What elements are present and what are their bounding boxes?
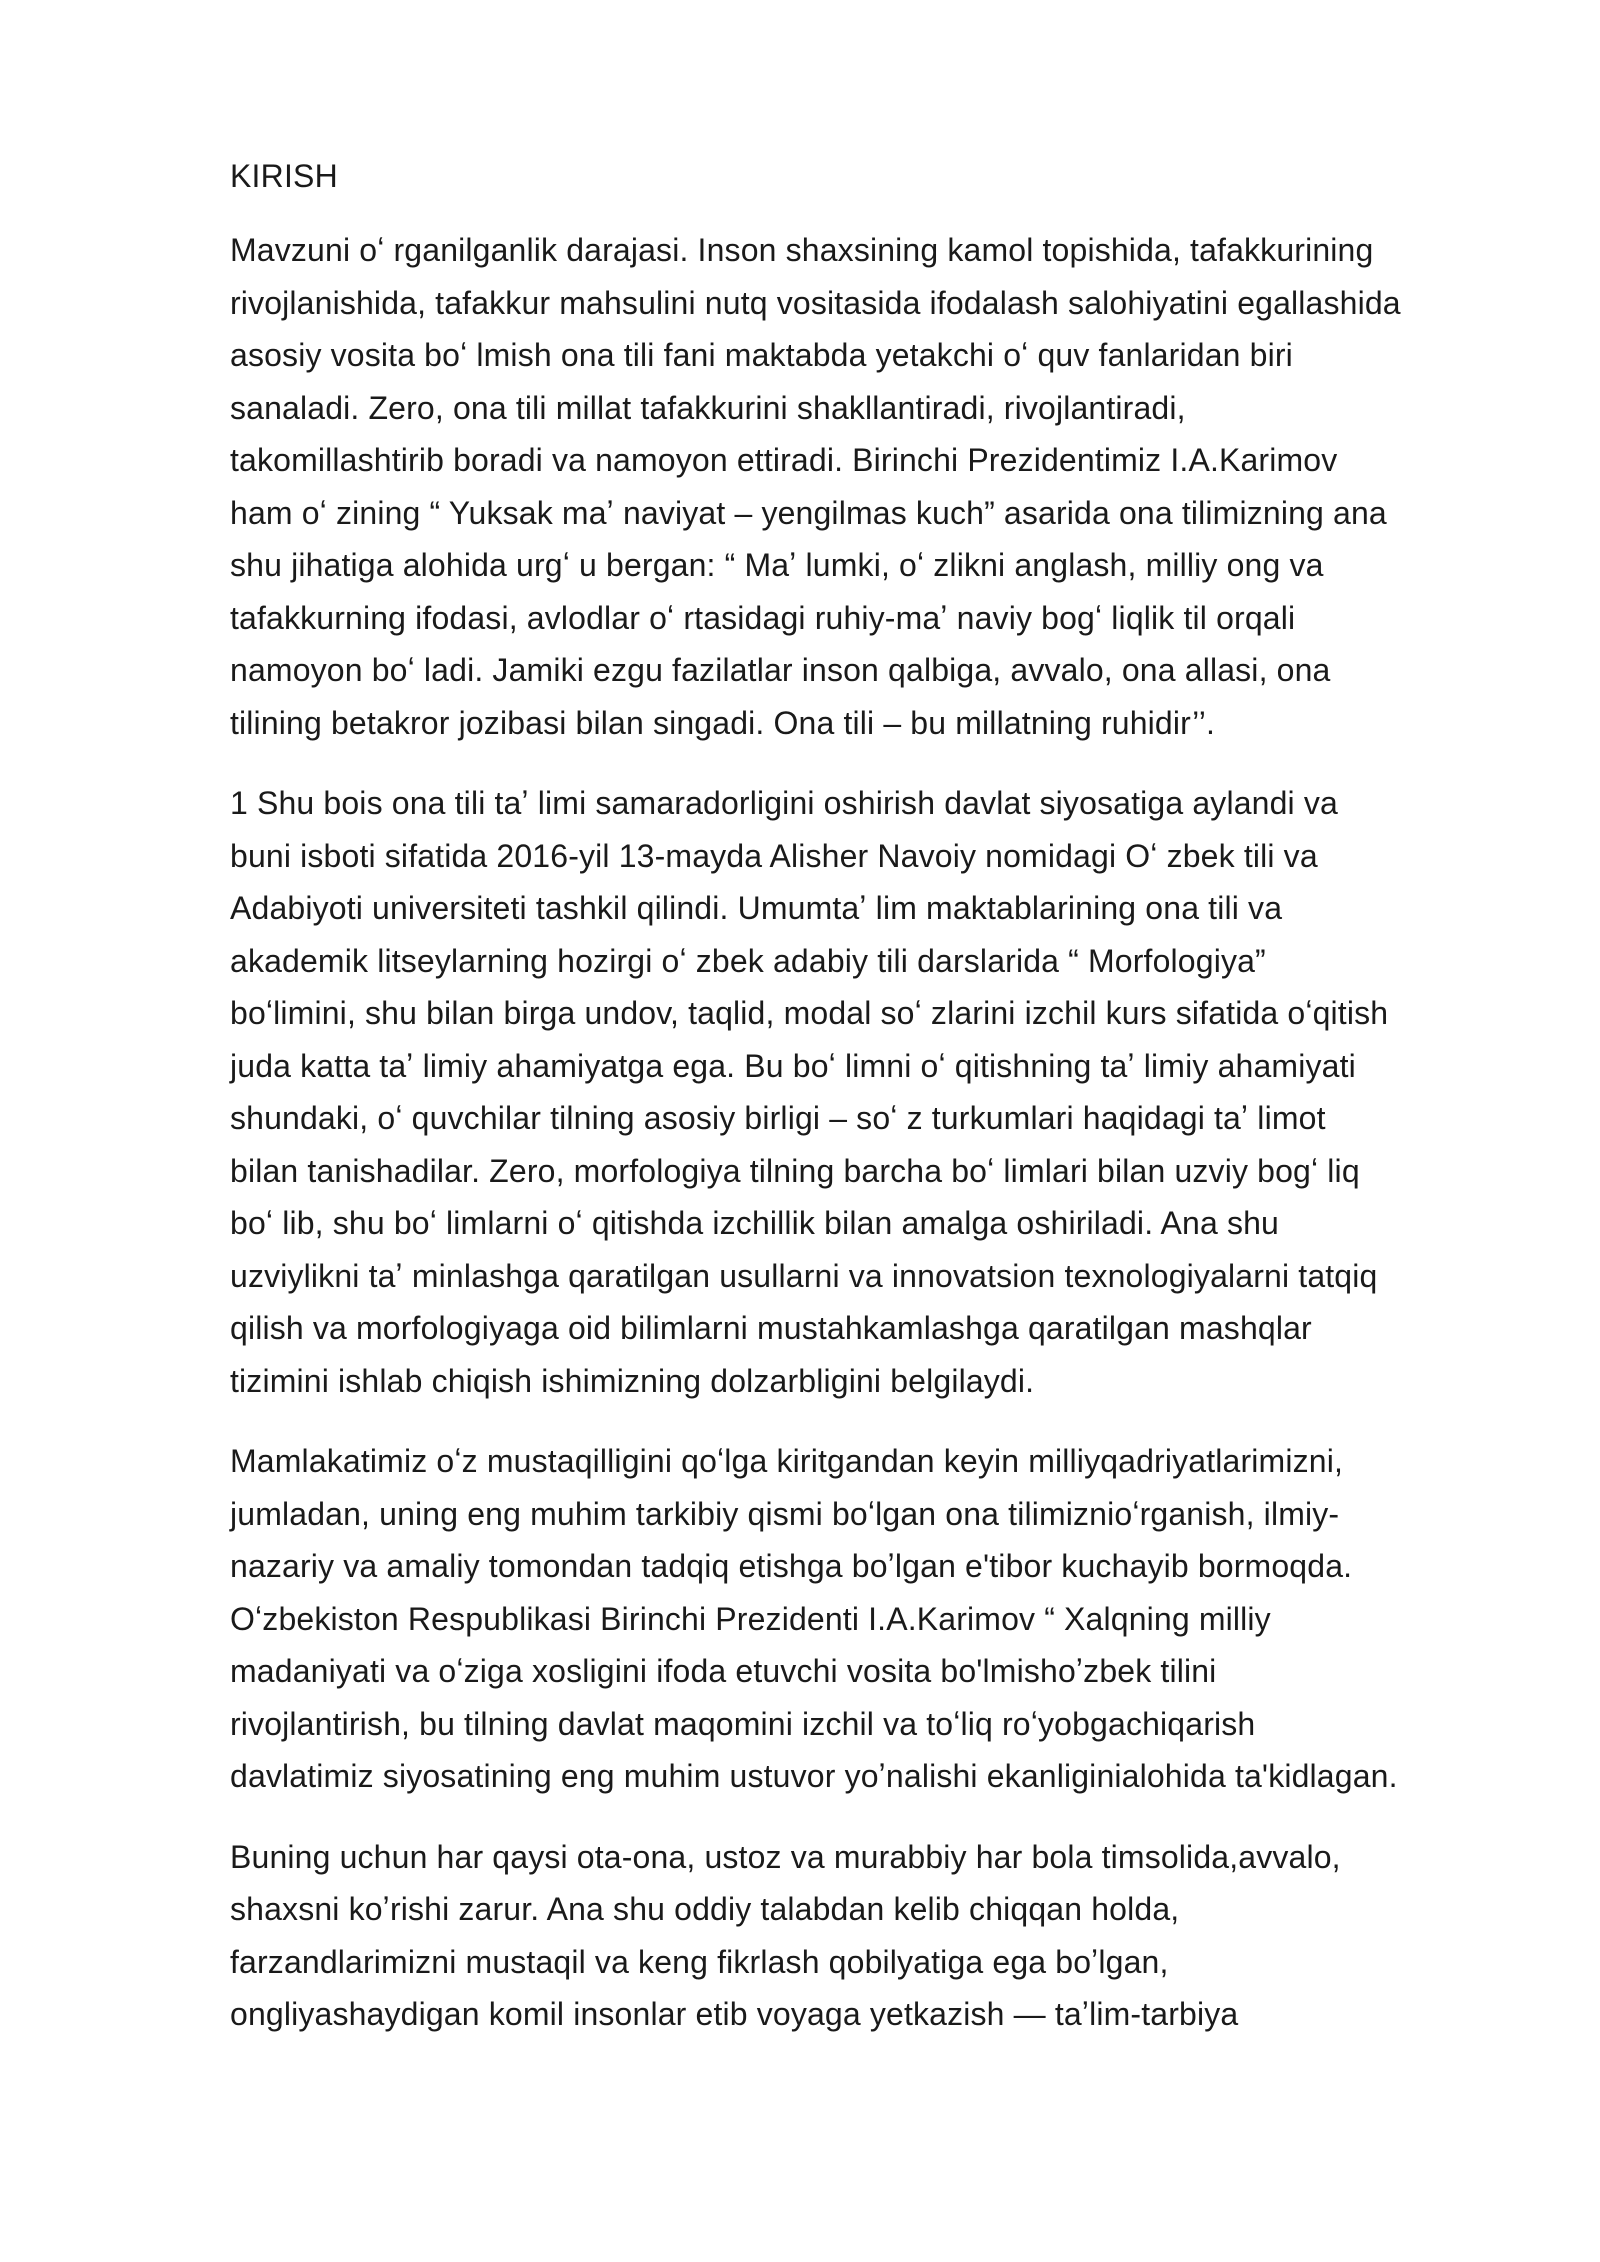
paragraph-4 (230, 1831, 1500, 2041)
text-line: davlatimiz siyosatining eng muhim ustuvor yoʼnalishi ekanliginialohida ta'kidlagan. (230, 1758, 1398, 1794)
text-line: takomillashtirib boradi va namoyon ettiradi. Birinchi Prezidentimiz I.A.Karimov (230, 442, 1338, 478)
text-line: Oʻzbekiston Respublikasi Birinchi Prezidenti I.A.Karimov “ Xalqning milliy (230, 1600, 1271, 1637)
text-line: shaxsni koʼrishi zarur. Ana shu oddiy talabdan kelib chiqqan holda, (230, 1891, 1180, 1927)
text-line: Adabiyoti universiteti tashkil qilindi. Umumtaʼ lim maktablarining ona tili va (230, 890, 1283, 926)
text-line: boʻ lib, shu boʻ limlarni oʻ qitishda izchillik bilan amalga oshiriladi. Ana shu (230, 1205, 1279, 1241)
paragraph-list (230, 224, 1500, 2041)
paragraph-3 (230, 1435, 1500, 1803)
text-line: uzviylikni taʼ minlashga qaratilgan usullarni va innovatsion texnologiyalarni tatqiq (230, 1257, 1378, 1294)
paragraph-2 (230, 777, 1500, 1407)
text-line: jumladan, uning eng muhim tarkibiy qismi boʻlgan ona tilimizniоʻrganish, ilmiy- (230, 1495, 1340, 1532)
text-line: Mavzuni oʻ rganilganlik darajasi. Inson shaxsining kamol topishida, tafakkurining (230, 232, 1374, 268)
text-line: tafakkurning ifodasi, avlodlar oʻ rtasidagi ruhiy-maʼ naviy bogʻ liqlik til orqali (230, 599, 1296, 636)
text-line: rivojlantirish, bu tilning davlat maqomini izchil va toʻliq roʻyobgachiqarish (230, 1705, 1256, 1742)
section-heading: KIRISH (230, 158, 338, 194)
text-line: namoyon boʻ ladi. Jamiki ezgu fazilatlar inson qalbiga, avvalo, ona allasi, ona (230, 652, 1331, 688)
text-line: qilish va morfologiyaga oid bilimlarni mustahkamlashga qaratilgan mashqlar (230, 1310, 1312, 1346)
text-line: boʻlimini, shu bilan birga undov, taqlid, modal soʻ zlarini izchil kurs sifatida oʻqitish (230, 995, 1389, 1031)
text-line: shundaki, oʻ quvchilar tilning asosiy birligi – soʻ z turkumlari haqidagi taʼ limot (230, 1100, 1326, 1136)
paragraph-1 (230, 224, 1500, 749)
text-line: ongliyashaydigan komil insonlar etib voyaga yetkazish — taʼlim-tarbiya (230, 1996, 1239, 2032)
text-line: madaniyati va oʻziga xosligini ifoda etuvchi vosita bo'lmishoʼzbek tilini (230, 1653, 1217, 1689)
text-line: shu jihatiga alohida urgʻ u bergan: “ Maʼ lumki, oʻ zlikni anglash, milliy ong va (230, 547, 1324, 583)
document-body (230, 150, 1500, 2069)
text-line: asosiy vosita boʻ lmish ona tili fani maktabda yetakchi oʻ quv fanlaridan biri (230, 337, 1293, 373)
text-line: bilan tanishadilar. Zero, morfologiya tilning barcha boʻ limlari bilan uzviy bogʻ liq (230, 1152, 1360, 1189)
text-line: farzandlarimizni mustaqil va keng fikrlash qobilyatiga ega boʼlgan, (230, 1943, 1169, 1980)
text-line: Buning uchun har qaysi ota-ona, ustoz va murabbiy har bola timsolida,avvalo, (230, 1838, 1341, 1875)
text-line: buni isboti sifatida 2016-yil 13-mayda Alisher Navoiy nomidagi Oʻ zbek tili va (230, 837, 1318, 874)
text-line: Mamlakatimiz oʻz mustaqilligini qoʻlga kiritgandan keyin milliyqadriyatlarimizni, (230, 1443, 1343, 1479)
text-line: akademik litseylarning hozirgi oʻ zbek adabiy tili darslarida “ Morfologiya” (230, 942, 1266, 979)
text-line: sanaladi. Zero, ona tili millat tafakkurini shakllantiradi, rivojlantiradi, (230, 389, 1186, 426)
text-line: ham oʻ zining “ Yuksak maʼ naviyat – yengilmas kuch” asarida ona tilimizning ana (230, 494, 1387, 531)
text-line: nazariy va amaliy tomondan tadqiq etishga boʼlgan e'tibor kuchayib bormoqda. (230, 1548, 1353, 1584)
text-line: 1 Shu bois ona tili taʼ limi samaradorligini oshirish davlat siyosatiga aylandi va (230, 785, 1338, 821)
text-line: rivojlanishida, tafakkur mahsulini nutq vositasida ifodalash salohiyatini egallashida (230, 284, 1401, 321)
text-line: tilining betakror jozibasi bilan singadi. Ona tili – bu millatning ruhidir’’. (230, 704, 1216, 741)
text-line: tizimini ishlab chiqish ishimizning dolzarbligini belgilaydi. (230, 1362, 1035, 1399)
text-line: juda katta taʼ limiy ahamiyatga ega. Bu boʻ limni oʻ qitishning taʼ limiy ahamiyati (230, 1047, 1356, 1084)
